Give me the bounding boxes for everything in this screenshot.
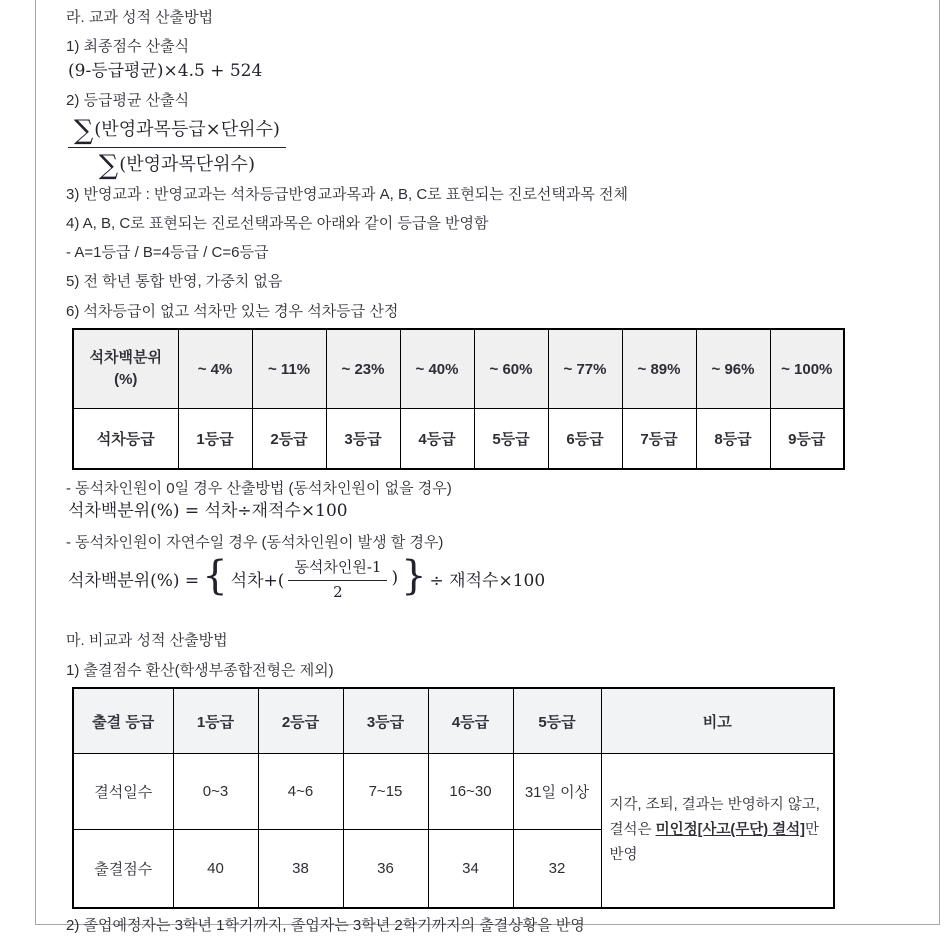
- percentile-cell: ~ 40%: [400, 329, 474, 409]
- fraction-numerator: [68, 114, 286, 148]
- item-final-score-label: 1) 최종점수 산출식: [66, 38, 190, 56]
- attendance-header-cell: 비고: [601, 688, 834, 754]
- grade-cell: 1등급: [178, 409, 252, 469]
- percentile-cell: ~ 100%: [770, 329, 844, 409]
- denominator-text: (반영과목단위수): [119, 153, 255, 175]
- attendance-score-cell: 36: [343, 830, 428, 908]
- attendance-score-cell: 32: [513, 830, 601, 908]
- sigma-symbol: ∑: [98, 149, 119, 181]
- absence-days-cell: 7~15: [343, 754, 428, 830]
- grade-row: [73, 409, 844, 469]
- final-score-formula: (9-등급평균)×4.5 + 524: [68, 60, 263, 81]
- item-abc-grades: 4) A, B, C로 표현되는 진로선택과목은 아래와 같이 등급을 반영함: [66, 214, 489, 232]
- tie-fraction-denominator: 2: [333, 583, 343, 602]
- grade-average-formula: [68, 114, 911, 179]
- grade-average-fraction: [68, 114, 286, 179]
- percentile-cell: ~ 11%: [252, 329, 326, 409]
- percentile-row-header: [73, 329, 178, 409]
- attendance-header-cell: 2등급: [258, 688, 343, 754]
- open-brace: {: [202, 553, 228, 600]
- percentile-row: [73, 329, 844, 409]
- tie-natural-label: - 동석차인원이 자연수일 경우 (동석차인원이 발생 할 경우): [66, 534, 444, 552]
- attendance-header-cell: 4등급: [428, 688, 513, 754]
- item-grade-average-label: 2) 등급평균 산출식: [66, 92, 190, 110]
- grade-row-header: 석차등급: [73, 409, 178, 469]
- percentile-header-line2: (%): [114, 371, 138, 389]
- item-reflected-subjects: 3) 반영교과 : 반영교과는 석차등급반영교과목과 A, B, C로 표현되는 진로선택과목 전체: [66, 185, 629, 203]
- item-rank-only: 6) 석차등급이 없고 석차만 있는 경우 석차등급 산정: [66, 302, 399, 320]
- grade-cell: 5등급: [474, 409, 548, 469]
- attendance-table: [72, 687, 835, 909]
- tie-zero-formula: 석차백분위(%) = 석차÷재적수×100: [68, 501, 348, 522]
- close-brace: }: [401, 553, 427, 600]
- tie-fraction-numerator: 동석차인원-1: [288, 555, 387, 581]
- percentile-cell: ~ 77%: [548, 329, 622, 409]
- attendance-score-header: 출결점수: [73, 830, 173, 908]
- sigma-symbol: ∑: [74, 114, 94, 146]
- attendance-header-cell: 3등급: [343, 688, 428, 754]
- grade-cell: 2등급: [252, 409, 326, 469]
- item-all-years: 5) 전 학년 통합 반영, 가중치 없음: [66, 273, 283, 291]
- attendance-header-row: [73, 688, 834, 754]
- attendance-header-cell: 5등급: [513, 688, 601, 754]
- formula-lhs: 석차백분위(%) =: [68, 570, 200, 591]
- rank-percentile-table: [72, 328, 845, 470]
- grade-cell: 6등급: [548, 409, 622, 469]
- remark-cell: [601, 754, 834, 908]
- section-d-title: 라. 교과 성적 산출방법: [66, 9, 214, 26]
- grade-cell: 9등급: [770, 409, 844, 469]
- percentile-cell: ~ 96%: [696, 329, 770, 409]
- attendance-header-cell: 1등급: [173, 688, 258, 754]
- attendance-score-cell: 34: [428, 830, 513, 908]
- attendance-header-cell: 출결 등급: [73, 688, 173, 754]
- attendance-score-cell: 40: [173, 830, 258, 908]
- tie-natural-formula: [68, 555, 911, 601]
- remark-emphasis: 미인정[사고(무단) 결석]: [655, 821, 805, 838]
- formula-pre: 석차+(: [230, 570, 285, 591]
- absence-days-row: [73, 754, 834, 830]
- section-e-title: 마. 비교과 성적 산출방법: [66, 632, 228, 650]
- formula-post: ): [391, 568, 399, 589]
- percentile-cell: ~ 4%: [178, 329, 252, 409]
- item-graduation-note: 2) 졸업예정자는 3학년 1학기까지, 졸업자는 3학년 2학기까지의 출결상황을 반영: [66, 916, 585, 934]
- fraction-denominator: [68, 148, 286, 179]
- absence-days-cell: 16~30: [428, 754, 513, 830]
- remark-text-part1: 지각, 조퇴, 결과는 반영하지 않고, 결석은: [609, 796, 820, 838]
- absence-days-cell: 0~3: [173, 754, 258, 830]
- percentile-cell: ~ 23%: [326, 329, 400, 409]
- attendance-score-cell: 38: [258, 830, 343, 908]
- item-abc-grades-detail: - A=1등급 / B=4등급 / C=6등급: [66, 244, 269, 262]
- grade-cell: 8등급: [696, 409, 770, 469]
- percentile-cell: ~ 60%: [474, 329, 548, 409]
- item-attendance-label: 1) 출결점수 환산(학생부종합전형은 제외): [66, 661, 334, 679]
- remark-text-part2: 만 반영: [609, 821, 819, 864]
- formula-rhs: ÷ 재적수×100: [429, 570, 546, 591]
- tie-fraction: [288, 555, 387, 601]
- percentile-cell: ~ 89%: [622, 329, 696, 409]
- percentile-header-line1: 석차백분위: [89, 348, 162, 366]
- absence-days-cell: 31일 이상: [513, 754, 601, 830]
- grade-cell: 4등급: [400, 409, 474, 469]
- numerator-text: (반영과목등급×단위수): [94, 118, 280, 140]
- document-page: [35, 0, 940, 934]
- tie-zero-label: - 동석차인원이 0일 경우 산출방법 (동석차인원이 없을 경우): [66, 479, 452, 497]
- grade-cell: 3등급: [326, 409, 400, 469]
- absence-days-header: 결석일수: [73, 754, 173, 830]
- grade-cell: 7등급: [622, 409, 696, 469]
- absence-days-cell: 4~6: [258, 754, 343, 830]
